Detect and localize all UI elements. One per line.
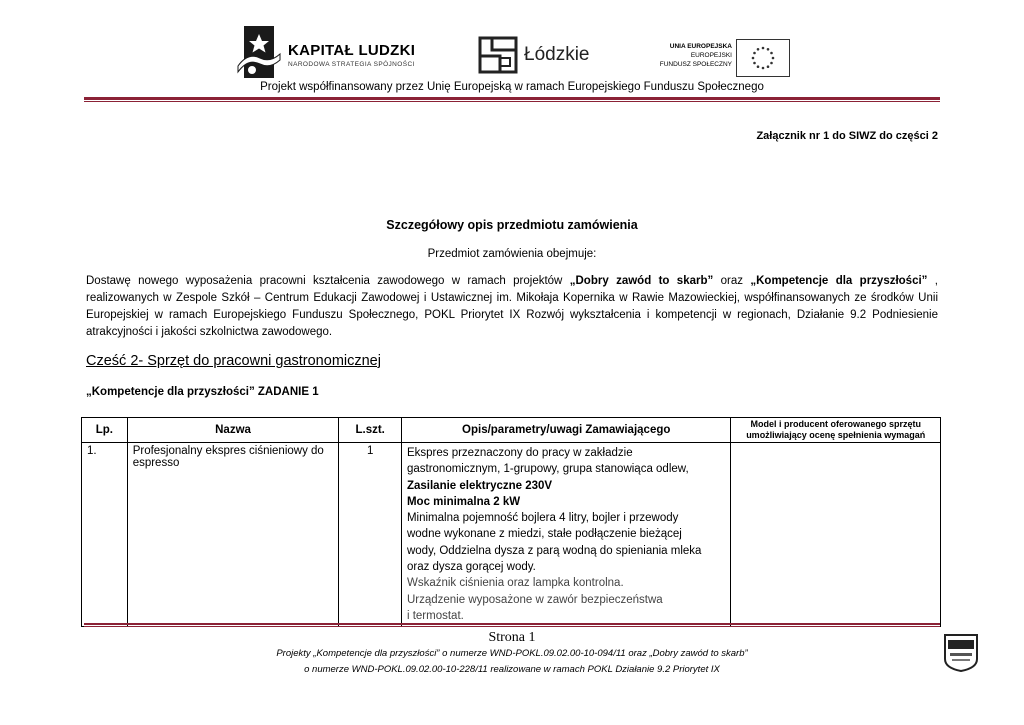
desc-line: Ekspres przeznaczony do pracy w zakładzie: [406, 447, 633, 459]
lodzkie-logo: [478, 36, 598, 76]
annex-label: Załącznik nr 1 do SIWZ do części 2: [756, 130, 938, 142]
desc-line: wody, Oddzielna dysza z parą wodną do spieniania mleka: [406, 544, 702, 557]
lodzkie-emblem-icon: [478, 36, 518, 74]
cofinancing-statement: Projekt współfinansowany przez Unię Europejską w ramach Europejskiego Funduszu Społecznego: [260, 81, 764, 93]
header-description: Opis/parametry/uwagi Zamawiającego: [401, 418, 731, 443]
intro-text-2: oraz: [713, 275, 751, 287]
intro-project-2: „Kompetencje dla przyszłości”: [750, 275, 928, 287]
eu-line-european: EUROPEJSKI: [690, 52, 732, 59]
footer-line-1: Projekty „Kompetencje dla przyszłości” o numerze WND-POKL.09.02.00-10-094/11 oraz „Dobry zawód to skarb”: [276, 648, 748, 659]
specification-table: [81, 417, 941, 627]
header-name: Nazwa: [127, 418, 339, 443]
page-header: [0, 0, 1024, 100]
desc-line: oraz dysza gorącej wody.: [406, 561, 536, 574]
desc-line: i termostat.: [406, 609, 464, 622]
kapital-ludzki-title: KAPITAŁ LUDZKI: [288, 42, 416, 59]
kapital-ludzki-logo: [236, 24, 426, 80]
subject-line: Przedmiot zamówienia obejmuje:: [427, 248, 597, 260]
eu-line-union: UNIA EUROPEJSKA: [669, 43, 732, 50]
desc-line-min-power: Moc minimalna 2 kW: [406, 495, 521, 508]
footer-line-2: o numerze WND-POKL.09.02.00-10-228/11 realizowane w ramach POKL Działanie 9.2 Priorytet IX: [304, 664, 720, 675]
footer-divider-thin: [84, 626, 940, 627]
task-heading: „Kompetencje dla przyszłości” ZADANIE 1: [86, 386, 319, 398]
school-badge-icon: [942, 632, 980, 672]
cell-lp: 1.: [82, 443, 128, 627]
desc-line: wodne wykonane z miedzi, stałe podłączenie bieżącej: [406, 528, 682, 541]
table-header-row: [82, 418, 941, 443]
header-divider: [84, 97, 940, 100]
desc-line: Wskaźnik ciśnienia oraz lampka kontrolna.: [406, 577, 624, 590]
cell-qty: 1: [339, 443, 402, 627]
eu-logo: [655, 38, 790, 78]
kapital-ludzki-emblem-icon: [236, 24, 282, 80]
eu-flag-icon: [736, 39, 790, 77]
desc-line: Minimalna pojemność bojlera 4 litry, bojler i przewody: [406, 512, 679, 525]
desc-line-power-supply: Zasilanie elektryczne 230V: [406, 479, 553, 492]
eu-line-fund: FUNDUSZ SPOŁECZNY: [659, 61, 732, 68]
intro-paragraph: [86, 273, 938, 341]
header-divider-thin: [84, 101, 940, 102]
desc-line: gastronomicznym, 1-grupowy, grupa stanowiąca odlew,: [406, 463, 689, 476]
cell-name: Profesjonalny ekspres ciśnieniowy do espresso: [127, 443, 339, 627]
header-lp: Lp.: [82, 418, 128, 443]
kapital-ludzki-subtitle: NARODOWA STRATEGIA SPÓJNOŚCI: [288, 61, 415, 68]
cell-model[interactable]: [731, 443, 941, 627]
desc-line: Urządzenie wyposażone w zawór bezpieczeństwa: [406, 593, 663, 606]
header-qty: L.szt.: [339, 418, 402, 443]
intro-text-3: , realizowanych w Zespole Szkół – Centrum Edukacji Zawodowej i Ustawicznej im. Mikołaja Kopernika w Rawie Mazowieckiej, współfinansowanych ze środków Unii Europejskiej w ramach Europejskiego Funduszu Społecznego, POKL Priorytet IX Rozwój wykształcenia i kompetencji w regionach, Działanie 9.2 Podniesienie atrakcyjności i jakości szkolnictwa zawodowego.: [86, 275, 938, 338]
region-name: Łódzkie: [524, 44, 590, 65]
cell-description: [401, 443, 731, 627]
intro-text-1: Dostawę nowego wyposażenia pracowni kształcenia zawodowego w ramach projektów: [86, 275, 570, 287]
header-model: Model i producent oferowanego sprzętu umożliwiający ocenę spełnienia wymagań: [731, 418, 941, 443]
eu-logo-text: [660, 42, 732, 69]
section-heading: Cześć 2- Sprzęt do pracowni gastronomicznej: [86, 353, 381, 369]
page-number: Strona 1: [488, 630, 536, 645]
table-row: [82, 443, 941, 627]
document-title: Szczegółowy opis przedmiotu zamówienia: [386, 218, 638, 232]
footer-divider: [84, 623, 940, 625]
intro-project-1: „Dobry zawód to skarb”: [569, 275, 714, 287]
